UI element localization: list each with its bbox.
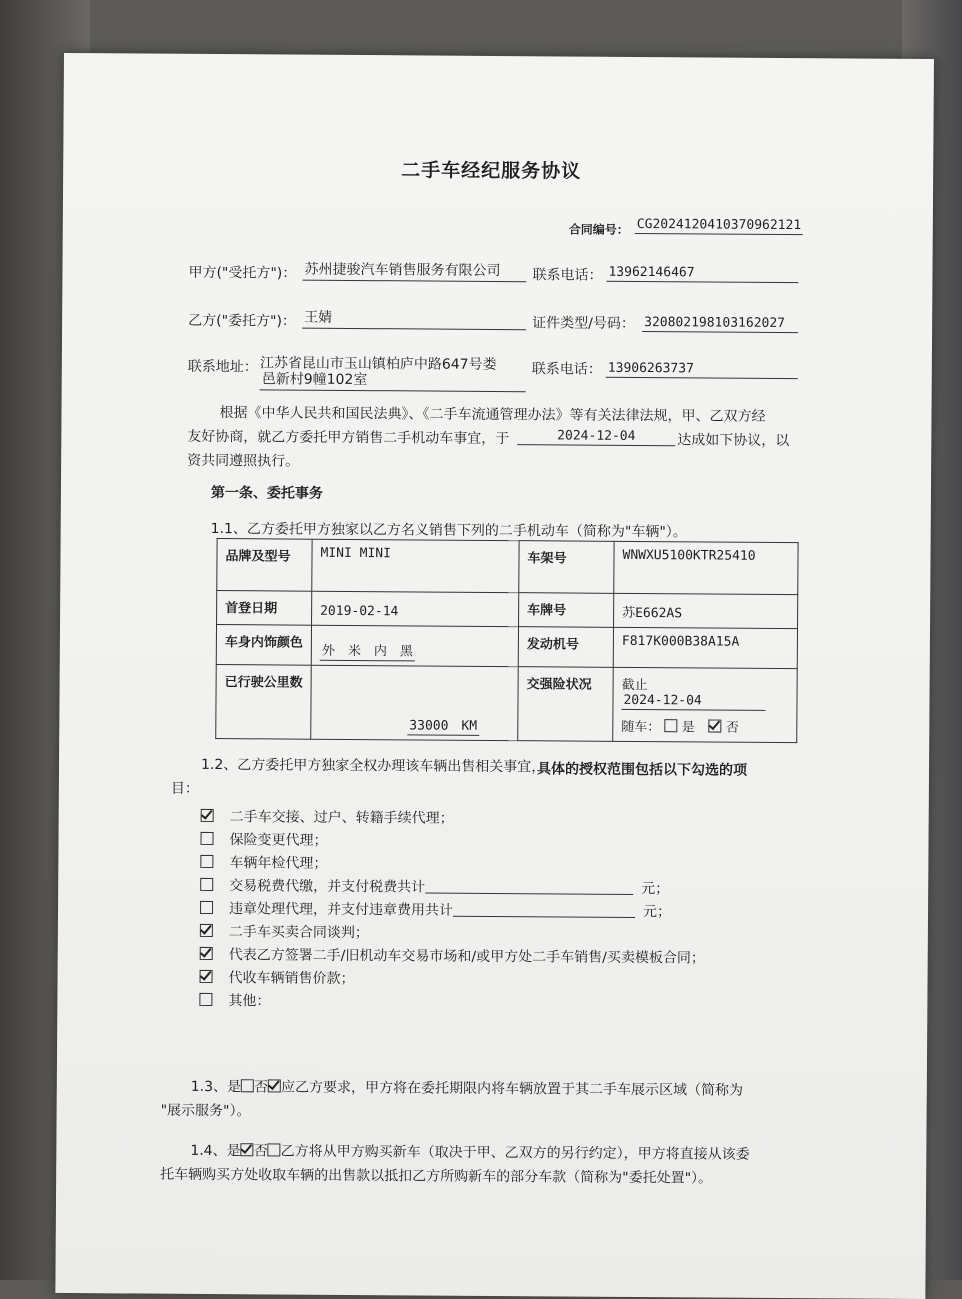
table-row: [217, 591, 798, 629]
party-b-address-line1: 江苏省昆山市玉山镇柏庐中路647号娄: [259, 355, 497, 373]
party-b-id-number: 320802198103162027: [642, 315, 798, 333]
clause-1-4-yes-checkbox[interactable]: [241, 1143, 254, 1156]
option-label: 违章处理代理，并支付违章费用共计: [228, 901, 454, 919]
option-checkbox[interactable]: [200, 970, 213, 983]
engine-value: F817K000B38A15A: [613, 627, 797, 668]
party-a-label: 甲方("受托方")：: [188, 264, 297, 282]
option-checkbox[interactable]: [200, 832, 213, 845]
violation-amount-field[interactable]: [453, 902, 635, 918]
option-item: [200, 852, 327, 873]
vehicle-table: [215, 538, 798, 743]
option-item: [200, 921, 369, 942]
clause-1-4: [190, 1140, 749, 1164]
intro-line-1: 根据《中华人民共和国民法典》、《二手车流通管理办法》等有关法律法规，甲、乙双方经: [219, 405, 766, 425]
option-label: 车辆年检代理；: [229, 855, 328, 872]
party-b-name: 王婧: [302, 307, 526, 331]
clause-1-4-no-checkbox[interactable]: [268, 1143, 281, 1156]
option-checkbox[interactable]: [200, 947, 213, 960]
reg-date-label: 首登日期: [217, 591, 312, 626]
party-a-phone-label: 联系电话：: [532, 267, 603, 284]
clause-1-4-yes-label: 1.4、是: [190, 1142, 241, 1160]
option-label: 二手车买卖合同谈判；: [228, 924, 369, 942]
option-label: 代表乙方签署二手/旧机动车交易市场和/或甲方处二手车销售/买卖模板合同；: [228, 947, 705, 967]
table-row: [217, 539, 798, 595]
option-checkbox[interactable]: [200, 855, 213, 868]
party-b-label: 乙方("委托方")：: [188, 312, 297, 330]
plate-value: 苏E662AS: [614, 593, 798, 628]
clause-1-3-yes-checkbox[interactable]: [241, 1079, 254, 1092]
agreement-date: 2024-12-04: [517, 428, 675, 446]
option-suffix: 元；: [641, 881, 670, 898]
clause-1-3-text: 应乙方要求，甲方将在委托期限内将车辆放置于其二手车展示区域（简称为: [281, 1079, 744, 1099]
option-item: [199, 967, 354, 988]
option-item: [200, 898, 671, 921]
option-item: [200, 944, 705, 968]
contract-number-label: 合同编号：: [568, 222, 629, 237]
option-label: 其他：: [228, 993, 271, 1010]
option-checkbox[interactable]: [201, 809, 214, 822]
clause-1-2-line1a: 1.2、乙方委托甲方独家全权办理该车辆出售相关事宜，: [200, 756, 546, 776]
option-checkbox[interactable]: [200, 924, 213, 937]
insurance-yes-label: 是: [681, 720, 695, 736]
option-label: 代收车辆销售价款；: [228, 970, 355, 988]
insurance-no-label: 否: [725, 720, 739, 736]
color-cell: [311, 625, 518, 666]
brand-value: MINI MINI: [312, 539, 519, 592]
mileage-value: 33000 KM: [407, 718, 479, 736]
option-item: [199, 990, 270, 1010]
mileage-cell: [311, 665, 519, 740]
insurance-cell: [613, 667, 798, 742]
option-item: [200, 875, 669, 898]
clause-1-3-no-label: 否: [254, 1079, 269, 1096]
option-checkbox[interactable]: [200, 878, 213, 891]
party-b-phone-label: 联系电话：: [531, 361, 602, 378]
section-1-heading: 第一条、委托事务: [210, 484, 323, 502]
document-title: 二手车经纪服务协议: [401, 159, 582, 183]
color-value: 外 米 内 黑: [320, 644, 415, 662]
vin-label: 车架号: [519, 541, 614, 594]
insurance-yes-checkbox[interactable]: [664, 719, 677, 732]
table-row: [216, 625, 797, 669]
option-item: [200, 829, 327, 850]
option-label: 保险变更代理；: [229, 832, 328, 849]
clause-1-4-line2: 托车辆购买方处收取车辆的出售款以抵扣乙方所购新车的部分车款（简称为"委托处置"）。: [160, 1166, 713, 1187]
mileage-label: 已行驶公里数: [216, 665, 312, 740]
clause-1-3-no-checkbox[interactable]: [268, 1079, 281, 1092]
vin-value: WNWXU5100KTR25410: [614, 541, 798, 594]
clause-1-2-line2: 目：: [170, 780, 199, 797]
reg-date-value: 2019-02-14: [312, 591, 519, 626]
option-suffix: 元；: [642, 904, 672, 921]
insurance-until-label: 截止: [621, 677, 648, 694]
contract-number: CG2024120410370962121: [635, 217, 803, 235]
clause-1-4-no-label: 否: [253, 1143, 268, 1160]
insurance-with-car-label: 随车：: [621, 719, 661, 736]
insurance-until-date: 2024-12-04: [621, 693, 765, 711]
party-b-address-label: 联系地址：: [187, 358, 258, 376]
intro-line-2b: 达成如下协议，以: [677, 432, 790, 450]
clause-1-3-yes-label: 1.3、是: [190, 1078, 242, 1096]
clause-1-2-line1b: 具体的授权范围包括以下勾选的项: [536, 761, 748, 779]
option-checkbox[interactable]: [200, 901, 213, 914]
option-label: 交易税费代缴，并支付税费共计: [229, 878, 426, 896]
party-b-phone: 13906263737: [606, 361, 798, 379]
insurance-label: 交强险状况: [518, 667, 614, 742]
clause-1-3: [191, 1076, 743, 1100]
color-label: 车身内饰颜色: [216, 625, 311, 666]
clause-1-3-line2: "展示服务"）。: [160, 1102, 251, 1120]
party-a-phone: 13962146467: [606, 265, 798, 283]
plate-label: 车牌号: [519, 593, 614, 628]
contract-page: [55, 53, 934, 1299]
clause-1-4-text: 乙方将从甲方购买新车（取决于甲、乙双方的另行约定），甲方将直接从该委: [280, 1143, 750, 1163]
option-label: 二手车交接、过户、转籍手续代理；: [229, 809, 454, 827]
party-a-name: 苏州捷骏汽车销售服务有限公司: [302, 259, 526, 283]
tax-amount-field[interactable]: [425, 879, 633, 895]
party-b-address-line2: 邑新村9幢102室: [260, 368, 526, 392]
brand-label: 品牌及型号: [217, 539, 312, 592]
party-b-id-label: 证件类型/号码：: [532, 315, 635, 332]
clause-1-1: 1.1、乙方委托甲方独家以乙方名义销售下列的二手机动车（简称为"车辆"）。: [210, 520, 687, 541]
insurance-no-checkbox[interactable]: [709, 719, 722, 732]
option-checkbox[interactable]: [199, 993, 212, 1006]
intro-line-2a: 友好协商，就乙方委托甲方销售二手机动车事宜，于: [187, 428, 510, 448]
intro-line-3: 资共同遵照执行。: [187, 452, 300, 470]
table-row: [216, 665, 798, 743]
option-item: [201, 806, 454, 828]
engine-label: 发动机号: [518, 627, 613, 668]
